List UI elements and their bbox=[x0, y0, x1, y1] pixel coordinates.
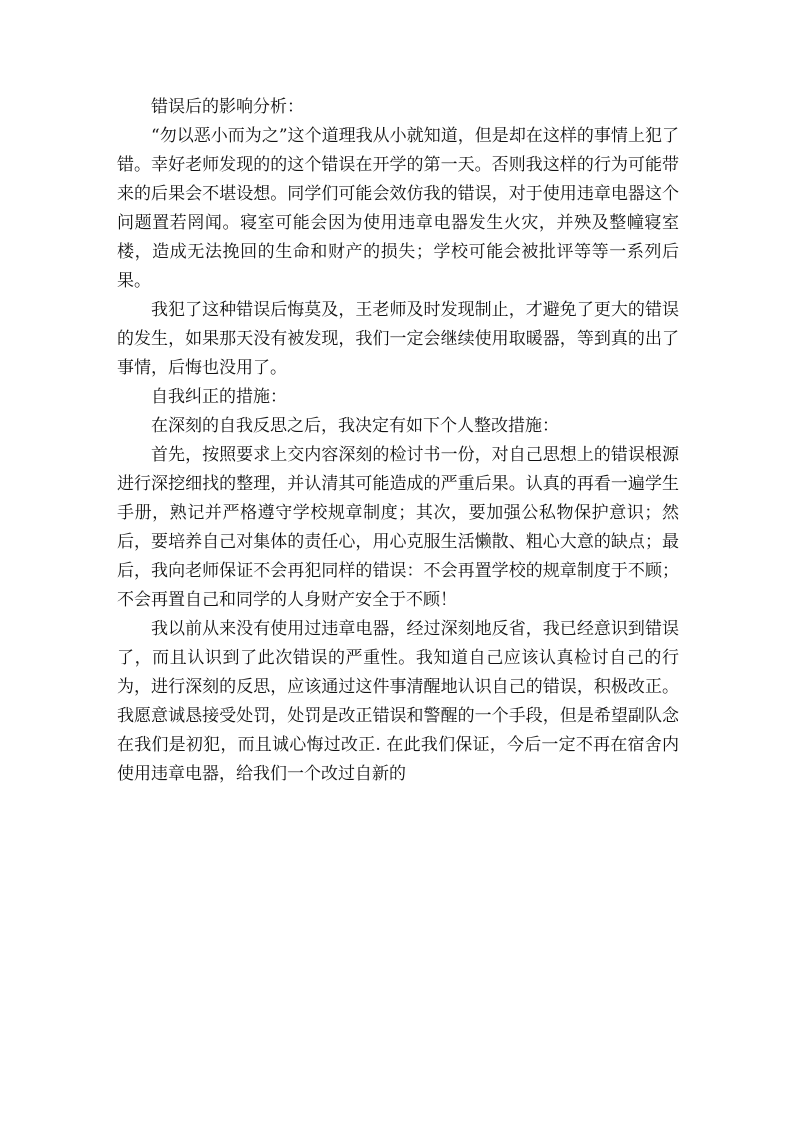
document-body bbox=[117, 93, 679, 789]
paragraph-impact: “勿以恶小而为之”这个道理我从小就知道，但是却在这样的事情上犯了错。幸好老师发现的的这个错误在开学的第一天。否则我这样的行为可能带来的后果会不堪设想。同学们可能会效仿我的错误，对于使用违章电器这个问题置若罔闻。寝室可能会因为使用违章电器发生火灾，并殃及整幢寝室楼，造成无法挽回的生命和财产的损失；学校可能会被批评等等一系列后果。 bbox=[117, 126, 679, 291]
section-heading-measures: 自我纠正的措施： bbox=[151, 387, 287, 407]
paragraph-measures-intro: 在深刻的自我反思之后，我决定有如下个人整改措施： bbox=[151, 416, 559, 436]
paragraph-measures: 首先，按照要求上交内容深刻的检讨书一份，对自己思想上的错误根源进行深挖细找的整理，并认清其可能造成的严重后果。认真的再看一遍学生手册，熟记并严格遵守学校规章制度；其次，要加强公私物保护意识；然后，要培养自己对集体的责任心，用心克服生活懒散、粗心大意的缺点；最后，我向老师保证不会再犯同样的错误：不会再置学校的规章制度于不顾；不会再置自己和同学的人身财产安全于不顾！ bbox=[117, 445, 679, 610]
section-heading-impact: 错误后的影响分析： bbox=[151, 97, 304, 117]
paragraph-regret: 我犯了这种错误后悔莫及，王老师及时发现制止，才避免了更大的错误的发生，如果那天没有被发现，我们一定会继续使用取暖器，等到真的出了事情，后悔也没用了。 bbox=[117, 300, 679, 378]
paragraph-pledge: 我以前从来没有使用过违章电器，经过深刻地反省，我已经意识到错误了，而且认识到了此次错误的严重性。我知道自己应该认真检讨自己的行为，进行深刻的反思，应该通过这件事清醒地认识自己的错误，积极改正。我愿意诚恳接受处罚，处罚是改正错误和警醒的一个手段，但是希望副队念在我们是初犯，而且诚心悔过改正. 在此我们保证，今后一定不再在宿舍内使用违章电器，给我们一个改过自新的 bbox=[117, 619, 679, 784]
